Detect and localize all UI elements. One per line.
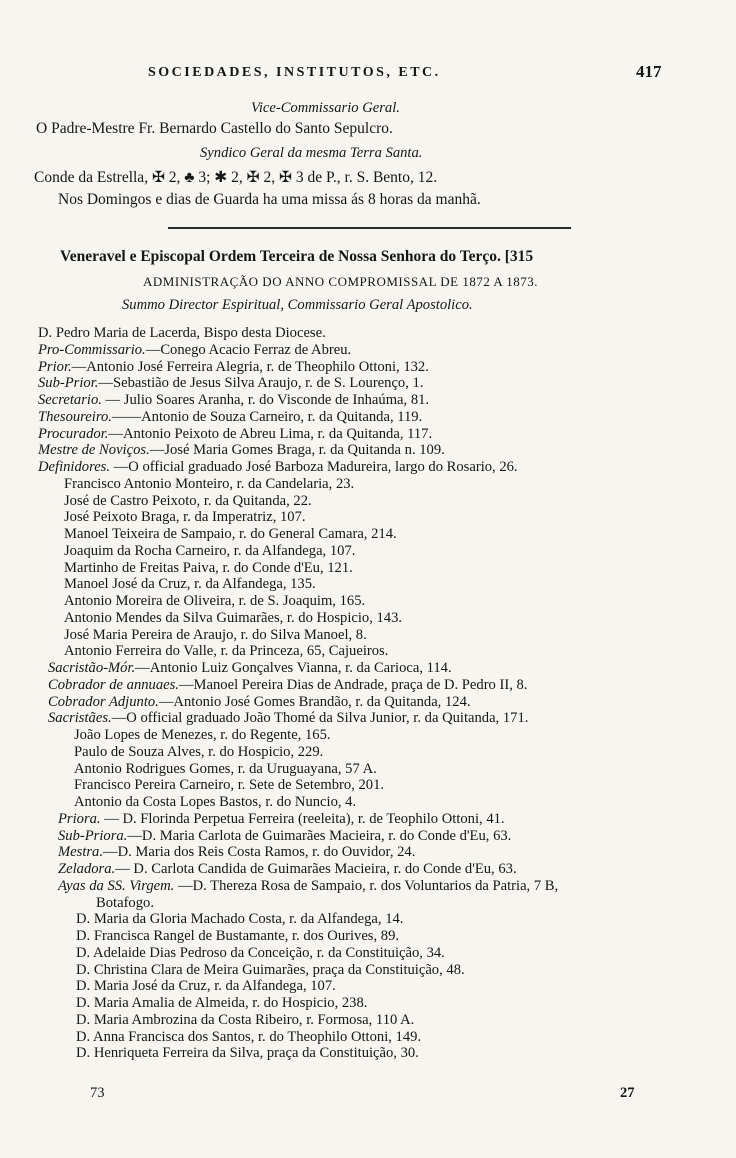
member-entry (48, 677, 527, 694)
member-text: —D. Thereza Rosa de Sampaio, r. dos Voluntarios da Patria, 7 B, (174, 878, 559, 894)
order-title: Veneravel e Episcopal Ordem Terceira de Nossa Senhora do Terço. [315 (60, 248, 534, 265)
member-role: Mestre de Noviços. (38, 442, 150, 458)
member-entry (74, 744, 323, 761)
member-entry (74, 794, 356, 811)
member-entry (76, 962, 465, 979)
member-role: Mestra. (58, 844, 103, 860)
member-text: —José Maria Gomes Braga, r. da Quitanda n. 109. (149, 442, 445, 458)
member-role: Cobrador Adjunto. (48, 694, 159, 710)
member-role: Prior. (38, 359, 72, 375)
member-entry (64, 643, 388, 660)
member-entry (48, 660, 452, 677)
member-entry (48, 710, 528, 727)
member-entry (58, 844, 415, 861)
member-role: Sacristães. (48, 710, 112, 726)
member-entry (64, 627, 367, 644)
syndico-name: Conde da Estrella, ✠ 2, ♣ 3; ✱ 2, ✠ 2, ✠ 3 de P., r. S. Bento, 12. (34, 169, 438, 186)
member-text: Antonio Mendes da Silva Guimarães, r. do Hospicio, 143. (64, 610, 403, 626)
member-entry (38, 426, 432, 443)
vice-commissario-label: Vice-Commissario Geral. (251, 100, 400, 116)
member-entry (74, 727, 331, 744)
member-text: Botafogo. (96, 895, 154, 911)
member-entry (96, 895, 154, 912)
member-text: —Antonio Luiz Gonçalves Vianna, r. da Carioca, 114. (135, 660, 452, 676)
member-text: D. Maria da Gloria Machado Costa, r. da Alfandega, 14. (76, 911, 404, 927)
member-text: D. Maria Amalia de Almeida, r. do Hospicio, 238. (76, 995, 368, 1011)
member-text: —Antonio Peixoto de Abreu Lima, r. da Quitanda, 117. (108, 426, 433, 442)
member-text: —D. Maria dos Reis Costa Ramos, r. do Ouvidor, 24. (103, 844, 416, 860)
member-text: Joaquim da Rocha Carneiro, r. da Alfandega, 107. (64, 543, 356, 559)
member-role: Sub-Priora. (58, 828, 128, 844)
member-entry (76, 928, 399, 945)
member-text: Antonio da Costa Lopes Bastos, r. do Nuncio, 4. (74, 794, 357, 810)
member-text: D. Christina Clara de Meira Guimarães, praça da Constituição, 48. (76, 962, 465, 978)
member-text: D. Francisca Rangel de Bustamante, r. dos Ourives, 89. (76, 928, 400, 944)
member-entry (74, 761, 377, 778)
member-entry (76, 1029, 421, 1046)
administration-line: ADMINISTRAÇÃO DO ANNO COMPROMISSAL DE 1872 A 1873. (143, 274, 539, 289)
member-entry (38, 342, 351, 359)
member-entry (38, 325, 326, 342)
member-entry (64, 526, 397, 543)
member-text: Francisco Antonio Monteiro, r. da Candelaria, 23. (64, 476, 355, 492)
member-text: Martinho de Freitas Paiva, r. do Conde d'Eu, 121. (64, 560, 353, 576)
member-text: Francisco Pereira Carneiro, r. Sete de Setembro, 201. (74, 777, 385, 793)
member-role: Pro-Commissario. (38, 342, 146, 358)
member-text: Antonio Rodrigues Gomes, r. da Uruguayana, 57 A. (74, 761, 377, 777)
member-text: Antonio Ferreira do Valle, r. da Princeza, 65, Cajueiros. (64, 643, 389, 659)
member-text: —Manoel Pereira Dias de Andrade, praça de D. Pedro II, 8. (178, 677, 528, 693)
member-entry (38, 442, 445, 459)
member-role: Thesoureiro. (38, 409, 112, 425)
member-entry (58, 861, 517, 878)
member-text: —Conego Acacio Ferraz de Abreu. (145, 342, 352, 358)
page-number: 417 (636, 62, 662, 81)
member-role: Sub-Prior. (38, 375, 99, 391)
member-entry (76, 945, 445, 962)
member-text: Antonio Moreira de Oliveira, r. de S. Joaquim, 165. (64, 593, 366, 609)
member-entry (38, 409, 422, 426)
member-text: Manoel Teixeira de Sampaio, r. do General Camara, 214. (64, 526, 397, 542)
member-entry (58, 878, 558, 895)
mass-note: Nos Domingos e dias de Guarda ha uma missa ás 8 horas da manhã. (58, 191, 481, 208)
member-text: D. Maria José da Cruz, r. da Alfandega, 107. (76, 978, 336, 994)
footer-signature-right: 27 (620, 1085, 635, 1101)
member-text: —O official graduado João Thomé da Silva Junior, r. da Quitanda, 171. (111, 710, 529, 726)
member-role: Procurador. (38, 426, 109, 442)
member-entry (38, 459, 518, 476)
member-text: D. Pedro Maria de Lacerda, Bispo desta Diocese. (38, 325, 326, 341)
member-entry (38, 375, 423, 392)
member-text: — D. Florinda Perpetua Ferreira (reeleita), r. de Teophilo Ottoni, 41. (100, 811, 505, 827)
member-entry (64, 610, 402, 627)
member-text: —O official graduado José Barboza Madureira, largo do Rosario, 26. (110, 459, 518, 475)
member-text: ——Antonio de Souza Carneiro, r. da Quitanda, 119. (111, 409, 423, 425)
member-entry (76, 911, 403, 928)
member-text: João Lopes de Menezes, r. do Regente, 165. (74, 727, 331, 743)
member-text: D. Adelaide Dias Pedroso da Conceição, r. da Constituição, 34. (76, 945, 445, 961)
member-entry (64, 476, 354, 493)
member-role: Zeladora. (58, 861, 116, 877)
footer-signature-left: 73 (90, 1085, 105, 1101)
member-entry (64, 543, 355, 560)
member-entry (64, 493, 312, 510)
member-entry (76, 1045, 419, 1062)
member-entry (76, 978, 336, 995)
running-header: SOCIEDADES, INSTITUTOS, ETC. (148, 65, 441, 80)
member-role: Definidores. (38, 459, 111, 475)
member-text: —Sebastião de Jesus Silva Araujo, r. de S. Lourenço, 1. (98, 375, 424, 391)
director-line: Summo Director Espiritual, Commissario Geral Apostolico. (122, 297, 473, 313)
member-entry (64, 576, 316, 593)
member-entry (76, 995, 367, 1012)
member-entry (58, 828, 511, 845)
member-text: Paulo de Souza Alves, r. do Hospicio, 229. (74, 744, 324, 760)
member-text: Manoel José da Cruz, r. da Alfandega, 135. (64, 576, 316, 592)
member-entry (76, 1012, 414, 1029)
member-entry (58, 811, 505, 828)
member-text: — D. Carlota Candida de Guimarães Macieira, r. do Conde d'Eu, 63. (115, 861, 517, 877)
member-role: Secretario. (38, 392, 102, 408)
syndico-label: Syndico Geral da mesma Terra Santa. (200, 145, 423, 161)
member-role: Cobrador de annuaes. (48, 677, 179, 693)
member-role: Sacristão-Mór. (48, 660, 136, 676)
member-entry (38, 359, 429, 376)
member-entry (64, 509, 306, 526)
member-text: D. Maria Ambrozina da Costa Ribeiro, r. Formosa, 110 A. (76, 1012, 415, 1028)
member-entry (38, 392, 429, 409)
member-entry (64, 560, 353, 577)
vice-commissario-name: O Padre-Mestre Fr. Bernardo Castello do Santo Sepulcro. (36, 120, 393, 137)
member-text: — Julio Soares Aranha, r. do Visconde de Inhaúma, 81. (101, 392, 430, 408)
member-text: José Peixoto Braga, r. da Imperatriz, 107. (64, 509, 306, 525)
member-text: —D. Maria Carlota de Guimarães Macieira, r. do Conde d'Eu, 63. (127, 828, 512, 844)
section-divider (168, 227, 571, 229)
member-role: Ayas da SS. Virgem. (58, 878, 175, 894)
member-text: D. Anna Francisca dos Santos, r. do Theophilo Ottoni, 149. (76, 1029, 422, 1045)
member-text: José de Castro Peixoto, r. da Quitanda, 22. (64, 493, 312, 509)
member-text: José Maria Pereira de Araujo, r. do Silva Manoel, 8. (64, 627, 367, 643)
member-role: Priora. (58, 811, 101, 827)
member-text: —Antonio José Ferreira Alegria, r. de Theophilo Ottoni, 132. (71, 359, 429, 375)
member-entry (74, 777, 384, 794)
member-entry (48, 694, 471, 711)
member-text: D. Henriqueta Ferreira da Silva, praça da Constituição, 30. (76, 1045, 419, 1061)
member-entry (64, 593, 365, 610)
member-text: —Antonio José Gomes Brandão, r. da Quitanda, 124. (158, 694, 471, 710)
